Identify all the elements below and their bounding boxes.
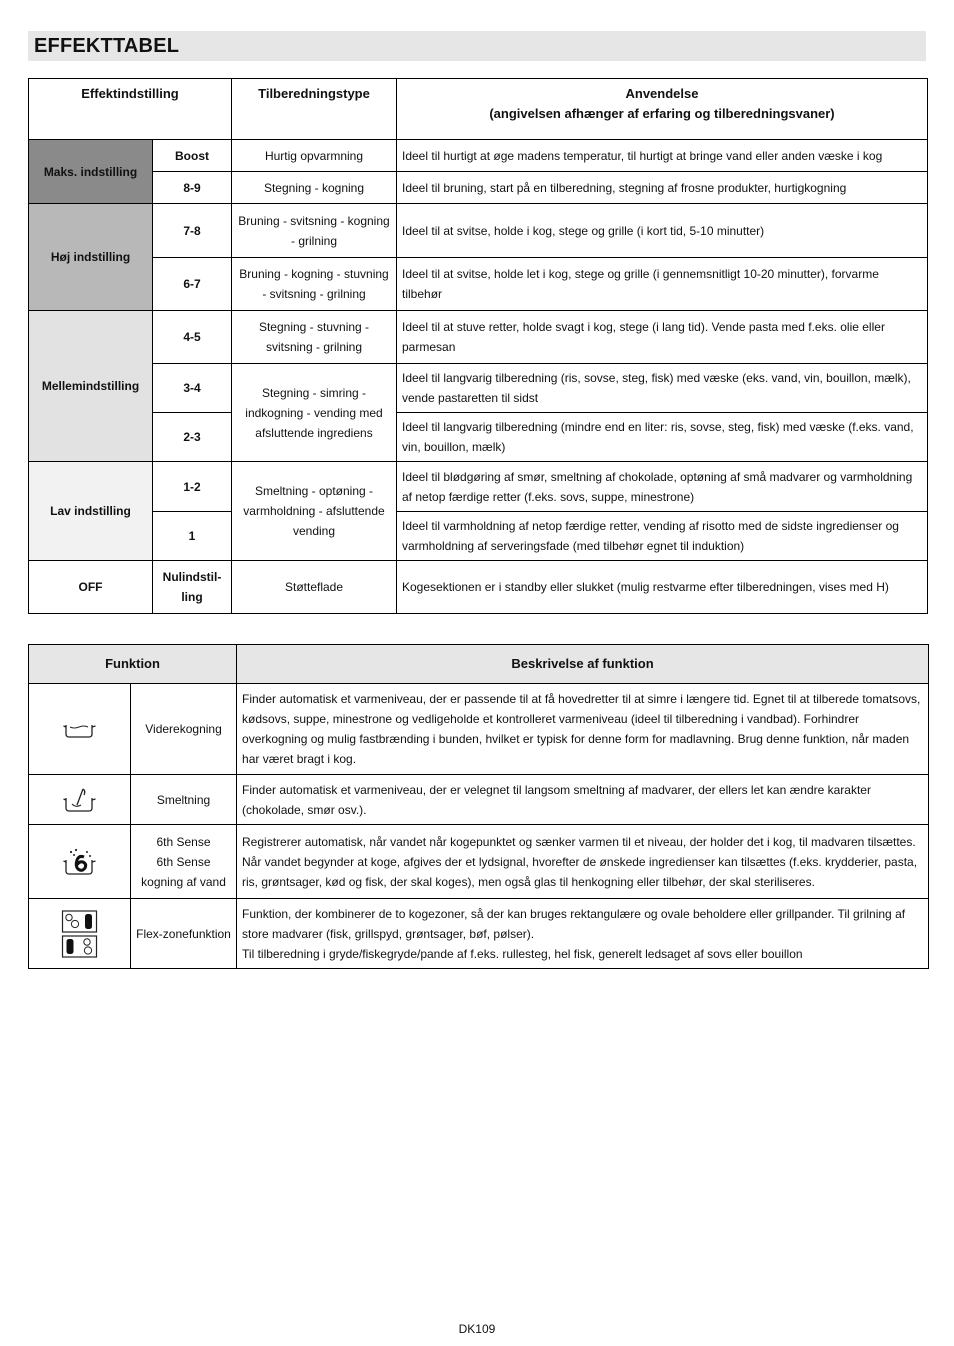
table-row [29,204,928,258]
header-usage-line1: Anvendelse [625,86,699,101]
level-cell: 8-9 [153,172,232,204]
usage-cell: Ideel til blødgøring af smør, smeltning af chokolade, optøning af små madvarer og varmholdning af netop færdige retter (f.eks. sovs, suppe, minestrone) [397,462,928,512]
header-usage [397,79,928,140]
table-row [29,899,929,969]
type-cell: Stegning - kogning [232,172,397,204]
level-cell: Nulindstil-ling [153,561,232,614]
usage-cell: Ideel til langvarig tilberedning (mindre end en liter: ris, sovse, steg, fisk) med væske (f.eks. vand, vin, bouillon, mælk) [397,413,928,462]
page-title: EFFEKTTABEL [34,35,180,57]
level-cell: 1-2 [153,462,232,512]
usage-cell: Ideel til varmholdning af netop færdige retter, vending af risotto med de sidste ingredienser og varmholdning af serveringsfade (med tilbehør egnet til induktion) [397,512,928,561]
function-name: Smeltning [131,775,237,825]
header-function: Funktion [29,645,237,684]
group-mellem: Mellemindstilling [29,311,153,462]
table-row [29,462,928,512]
table-row [29,684,929,775]
usage-cell: Ideel til bruning, start på en tilberedning, stegning af frosne produkter, hurtigkogning [397,172,928,204]
usage-cell: Ideel til langvarig tilberedning (ris, sovse, steg, fisk) med væske (eks. vand, vin, bouillon, mælk), vende pastaretten til sidst [397,364,928,413]
header-type: Tilberedningstype [232,79,397,140]
table-row [29,140,928,172]
function-name-line: kogning af vand [141,874,226,889]
table-row [29,825,929,899]
table-row [29,172,928,204]
usage-cell: Ideel til at svitse, holde i kog, stege og grille (i kort tid, 5-10 minutter) [397,204,928,258]
type-cell: Bruning - kogning - stuvning - svitsning - grilning [232,258,397,311]
page-number: DK109 [458,1322,496,1336]
usage-cell: Ideel til hurtigt at øge madens temperatur, til hurtigt at bringe vand eller anden væske i kog [397,140,928,172]
pot-melt-icon [29,775,131,825]
function-description: Finder automatisk et varmeniveau, der er passende til at få hovedretter til at simre i længere tid. Egnet til at tilberede tomatsovs, kødsovs, suppe, minestrone og vedligeholde et kontrolleret varmeniveau (ideel til tilberedning i vandbad). Forhindrer overkogning og mulig fastbrænding i bunden, hvilket er typisk for denne form for madlavning. Brug denne funktion, når maden har været bragt i kog. [237,684,929,775]
level-cell: Boost [153,140,232,172]
type-cell: Smeltning - optøning - varmholdning - afsluttende vending [232,462,397,561]
pot-simmer-icon [29,684,131,775]
header-setting: Effektindstilling [29,79,232,140]
table-row [29,775,929,825]
header-usage-line2: (angivelsen afhænger af erfaring og tilberedningsvaner) [489,106,835,121]
power-table [28,78,928,614]
usage-cell: Ideel til at stuve retter, holde svagt i kog, stege (i lang tid). Vende pasta med f.eks. olie eller parmesan [397,311,928,364]
function-description [237,899,929,969]
function-table [28,644,929,969]
table-row [29,311,928,364]
type-cell: Hurtig opvarmning [232,140,397,172]
function-description: Finder automatisk et varmeniveau, der er velegnet til langsom smeltning af madvarer, der ellers let kan ændre karakter (chokolade, smør osv.). [237,775,929,825]
level-cell: 2-3 [153,413,232,462]
function-description: Registrerer automatisk, når vandet når kogepunktet og sænker varmen til et niveau, der holder det i kog, til madvaren tilsættes. Når vandet begynder at koge, afgives der et lydsignal, hvorefter de ønskede ingredienser kan tilsættes (f.eks. krydderier, pasta, ris, grøntsager, kød og fisk, der skal koges), men også glas til henkogning eller tilbehør, der skal steriliseres. [237,825,929,899]
function-description-line: Til tilberedning i gryde/fiskegryde/pande af f.eks. rullesteg, hel fisk, generelt ledsaget af sovs eller bouillon [242,946,803,961]
type-cell: Støtteflade [232,561,397,614]
flexi-zone-icon [29,899,131,969]
level-cell: 6-7 [153,258,232,311]
usage-cell: Ideel til at svitse, holde let i kog, stege og grille (i gennemsnitligt 10-20 minutter), forvarme tilbehør [397,258,928,311]
usage-cell: Kogesektionen er i standby eller slukket (mulig restvarme efter tilberedningen, vises med H) [397,561,928,614]
table-row [29,512,928,561]
table-row [29,561,928,614]
level-cell: 7-8 [153,204,232,258]
function-name-line: 6th Sense [156,854,211,869]
group-off: OFF [29,561,153,614]
type-cell: Stegning - stuvning - svitsning - grilning [232,311,397,364]
level-cell: 3-4 [153,364,232,413]
function-description-line: Funktion, der kombinerer de to kogezoner, så der kan bruges rektangulære og ovale beholdere eller grillpander. Til grilning af store madvarer (fisk, grillspyd, grøntsager, bøf, pølser). [242,906,906,941]
function-name: Viderekogning [131,684,237,775]
function-name: Flex-zonefunktion [131,899,237,969]
group-maks: Maks. indstilling [29,140,153,204]
type-cell: Stegning - simring - indkogning - vending med afsluttende ingrediens [232,364,397,462]
function-name-line: 6th Sense [156,834,211,849]
table-row [29,258,928,311]
group-hoj: Høj indstilling [29,204,153,311]
level-cell: 4-5 [153,311,232,364]
level-cell: 1 [153,512,232,561]
title-bar [28,31,926,61]
type-cell: Bruning - svitsning - kogning - grilning [232,204,397,258]
table-row [29,364,928,413]
sixth-sense-boil-icon [29,825,131,899]
function-name [131,825,237,899]
group-lav: Lav indstilling [29,462,153,561]
table-row [29,413,928,462]
header-description: Beskrivelse af funktion [237,645,929,684]
